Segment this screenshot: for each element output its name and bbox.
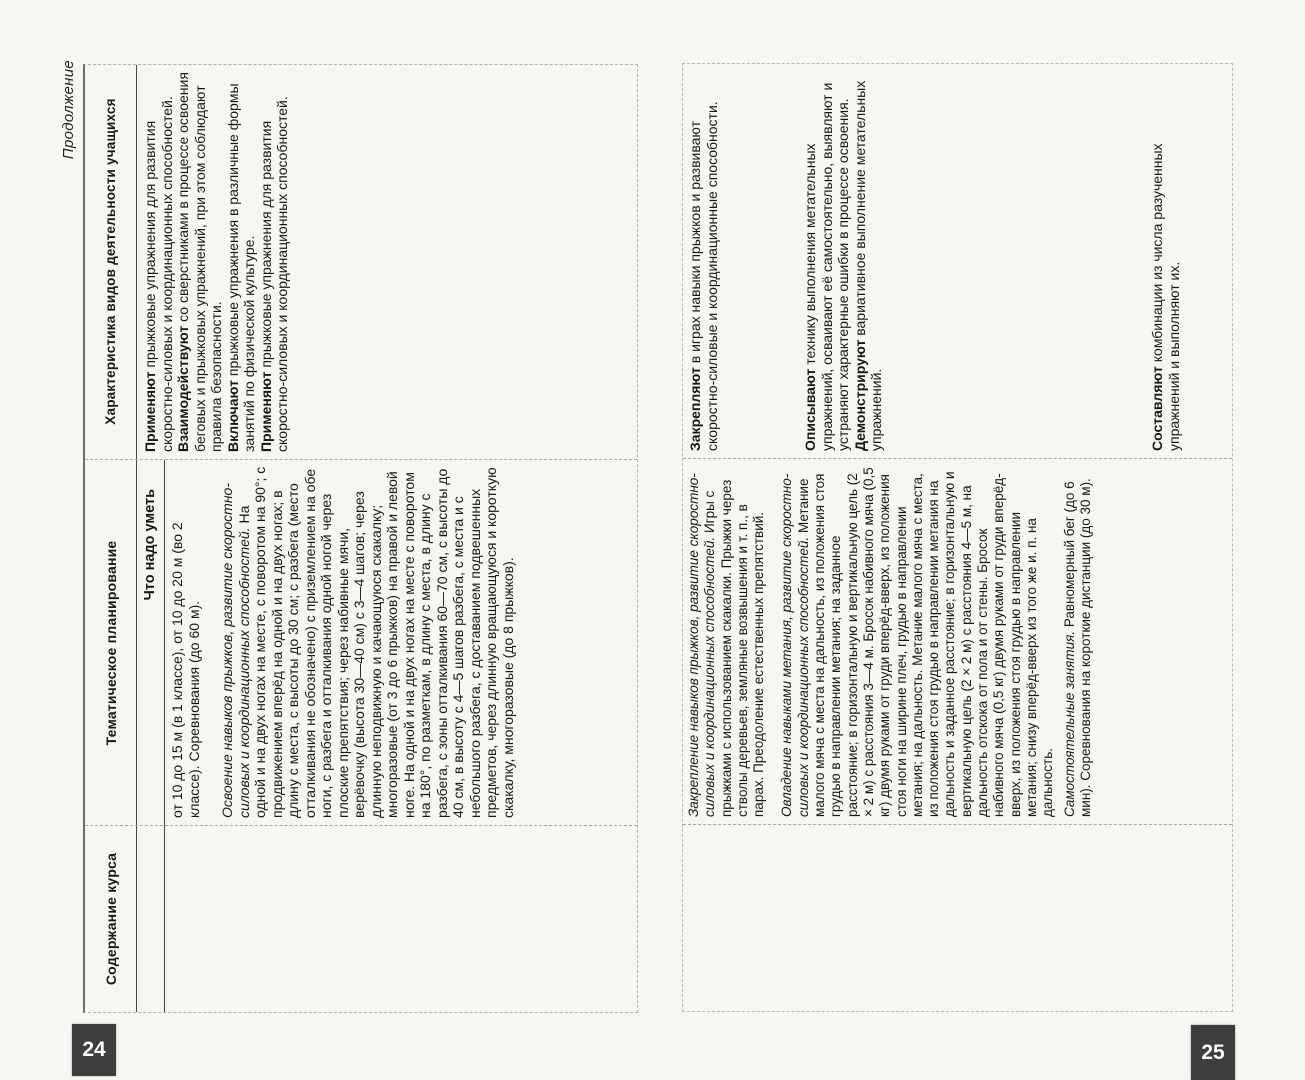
- activity-block: [687, 68, 720, 451]
- thematic-planning-cell: [686, 465, 1094, 817]
- activity-paragraph: [142, 69, 175, 452]
- activity-block: [1149, 68, 1182, 451]
- thematic-paragraph-lead: Овладение навыками метания, развитие скоростно-силовых и координационных способностей.: [779, 473, 811, 817]
- activity-text: технику выполнения метательных упражнений, осваивают её самостоятельно, выявляют и устраняют характерные ошибки в процессе освоения.: [802, 82, 851, 451]
- activity-paragraph: [175, 69, 225, 452]
- activity-paragraph: [852, 68, 885, 451]
- thematic-planning-cell: [169, 466, 516, 818]
- page-right-rotated-content: [681, 55, 1246, 1013]
- activity-verb: Описывают: [802, 368, 818, 451]
- activity-text: со сверстниками в процессе освоения беговых и прыжковых упражнений, при этом соблюдают правила безопасности.: [175, 72, 224, 452]
- activity-verb: Демонстрируют: [851, 339, 868, 451]
- thematic-paragraph: [686, 465, 767, 817]
- activity-text: в играх навыки прыжков и развивают скоростно-силовые и координационные способности.: [687, 101, 720, 451]
- page-left-rotated-content: [60, 56, 648, 1014]
- activity-verb: Включают: [224, 380, 241, 452]
- table-header-course-content: Содержание курса: [102, 852, 119, 986]
- page-right: [681, 55, 1246, 1013]
- table-header-thematic-planning: Тематическое планирование: [102, 540, 119, 746]
- column-divider-1: [683, 824, 1232, 825]
- thematic-paragraph-lead: Освоение навыков прыжков, развитие скоростно-силовых и координационных способностей.: [219, 482, 252, 818]
- table-subheader-what-to-be-able: Что надо уметь: [142, 489, 158, 601]
- activity-text: вариативное выполнение метательных упражнений.: [851, 80, 884, 451]
- activity-paragraph: [225, 69, 258, 452]
- thematic-paragraph-body: Метание малого мяча с места на дальность, из положения стоя грудью в направлении метания; на заданное расстояние; в горизонтальную и вертикальную цель (2 × 2 м) с расстояния 3—4 м. Бросок набивного мяча (0,5 кг) двумя руками от груди вперёд-вверх, из положения стоя ноги на ширине плеч, грудью в направлении метания; на дальность. Метание малого мяча с места, из положения стоя грудью в направлении метания на дальность и заданное расстояние; в горизонтальную и вертикальную цель (2 × 2 м) с расстояния 4—5 м, на дальность отскока от пола и от стены. Бросок набивного мяча (0,5 кг) двумя руками от груди вперёд-вверх, из положения стоя грудью в направлении метания; снизу вперёд-вверх из того же и. п. на дальность.: [795, 467, 1056, 817]
- activity-text: прыжковые упражнения для развития скоростно-силовых и координационных способностей.: [257, 96, 290, 452]
- thematic-paragraph-lead: Самостоятельные занятия.: [1061, 630, 1077, 817]
- table-header-student-activities: Характеристика видов деятельности учащихся: [103, 98, 118, 425]
- curriculum-table-left: [83, 64, 638, 1013]
- continuation-label: Продолжение: [60, 60, 77, 160]
- thematic-paragraph: [779, 465, 1056, 817]
- student-activities-cell: [683, 68, 1232, 451]
- subheader-bottom-rule: [164, 460, 165, 1012]
- activity-text: комбинации из числа разученных упражнений и выполняют их.: [1149, 143, 1182, 451]
- page-left: [60, 56, 648, 1014]
- activity-verb: Взаимодействуют: [175, 325, 191, 452]
- thematic-paragraph-lead: Закрепление навыков прыжков, развитие скоростно-силовых и координационных способностей.: [686, 473, 718, 817]
- curriculum-table-right: [682, 63, 1233, 1012]
- activity-verb: Применяют: [142, 371, 158, 452]
- activity-text: прыжковые упражнения в различные формы занятий по физической культуре.: [224, 83, 257, 452]
- student-activities-cell: [142, 69, 291, 452]
- activity-verb: Применяют: [257, 371, 274, 452]
- thematic-paragraph-body: Равномерный бег (до 6 мин). Соревнования на короткие дистанции (до 30 м).: [1061, 478, 1093, 817]
- activity-text: прыжковые упражнения для развития скоростно-силовых и координационных способностей.: [142, 96, 175, 452]
- activity-block: [802, 68, 885, 451]
- activity-paragraph: [1149, 68, 1182, 451]
- activity-verb: Составляют: [1149, 366, 1165, 451]
- thematic-intro-paragraph: от 10 до 15 м (в 1 классе), от 10 до 20 м (во 2 классе). Соревнования (до 60 м).: [169, 522, 202, 818]
- column-divider-2: [683, 458, 1232, 459]
- activity-paragraph: [258, 69, 291, 452]
- thematic-paragraph-body: На одной и на двух ногах на месте, с поворотом на 90°; с продвижением вперёд на одной и на двух ногах; в длину с места, с высоты до 30 см; с разбега (место отталкивания не обозначено) с приземлением на обе ноги, с разбега и отталкивания одной ногой через плоские препятствия; через набивные мячи, верёвочку (высота 30—40 см) с 3—4 шагов; через длинную неподвижную и качающуюся скакалку; многоразовые (от 3 до 6 прыжков) на правой и левой ноге. На одной и на двух ногах на месте с поворотом на 180°, по разметкам, в длину с места, в длину с разбега, с зоны отталкивания 60—70 см, с высоты до 40 см, в высоту с 4—5 шагов разбега, с места и с небольшого разбега, с доставанием подвешенных предметов, через длинную вращающуюся и короткую скакалку, многоразовые (до 8 прыжков).: [235, 466, 516, 818]
- thematic-paragraph-body: Игры с прыжками с использованием скакалки. Прыжки через стволы деревьев, земляные возвышения и т. п., в парах. Преодоление естественных препятствий.: [702, 479, 767, 817]
- thematic-paragraph: [1062, 465, 1095, 817]
- column-divider-2: [85, 459, 637, 460]
- page-number-badge-left: 24: [72, 1024, 116, 1076]
- thematic-paragraph: [219, 466, 516, 818]
- activity-paragraph: [802, 68, 852, 451]
- column-divider-1: [85, 825, 637, 826]
- page-number-badge-right: 25: [1191, 1025, 1235, 1080]
- activity-verb: Закрепляют: [687, 367, 703, 451]
- activity-paragraph: [687, 68, 720, 451]
